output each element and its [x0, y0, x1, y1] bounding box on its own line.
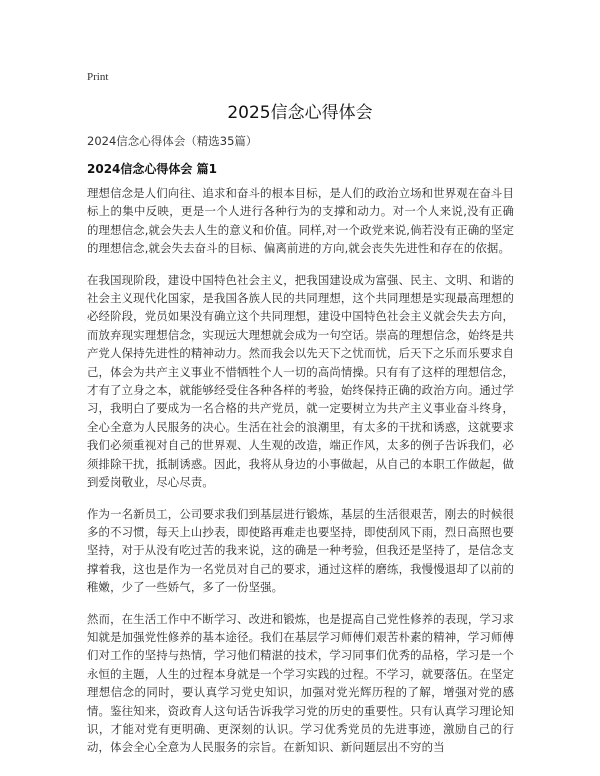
section-heading: 2024信念心得体会 篇1	[87, 162, 217, 176]
paragraph: 然而，在生活工作中不断学习、改进和锻炼，也是提高自己党性修养的表现，学习求知就是加强党性修养的基本途径。我们在基层学习师傅们艰苦朴素的精神，学习师傅们对工作的坚持与热情，学习他们精湛的技术，学习同事们优秀的品格，学习是一个永恒的主题，人生的过程本身就是一个学习实践的过程。不学习，就要落伍。在坚定理想信念的同时，要认真学习党史知识，加强对党光辉历程的了解，增强对党的感情。鉴往知来，资政育人这句话告诉我学习党的历史的重要性。只有认真学习理论知识，才能对党有更明确、更深刻的认识。学习优秀党员的先进事迹，激励自己的行动，体会全心全意为人民服务的宗旨。在新知识、新问题层出不穷的当	[87, 611, 515, 755]
paragraph: 作为一名新员工，公司要求我们到基层进行锻炼，基层的生活很艰苦，刚去的时候很多的不习惯，每天上山抄表，即使路再难走也要坚持，即使刮风下雨，烈日高照也要坚持，对于从没有吃过苦的我来说，这的确是一种考验，但我还是坚持了，是信念支撑着我，这也是作为一名党员对自己的要求，通过这样的磨练，我慢慢退却了以前的稚嫩，少了一些娇气，多了一份坚强。	[87, 506, 515, 595]
document-body	[87, 184, 514, 770]
page-title: 2025信念心得体会	[227, 103, 373, 123]
paragraph: 理想信念是人们向往、追求和奋斗的根本目标，是人们的政治立场和世界观在奋斗目标上的集中反映，更是一个人进行各种行为的支撑和动力。对一个人来说,没有正确的理想信念,就会失去人生的意义和价值。同样,对一个政党来说,倘若没有正确的坚定的理想信念,就会失去奋斗的目标、偏离前进的方向,就会丧失先进性和存在的依据。	[87, 186, 515, 256]
document-subtitle: 2024信念心得体会（精选35篇）	[87, 134, 258, 148]
paragraph: 在我国现阶段，建设中国特色社会主义，把我国建设成为富强、民主、文明、和谐的社会主义现代化国家，是我国各族人民的共同理想，这个共同理想是实现最高理想的必经阶段，党员如果没有确立这个共同理想，建设中国特色社会主义就会失去方向，而放弃现实理想信念，实现远大理想就会成为一句空话。崇高的理想信念，始终是共产党人保持先进性的精神动力。然而我会以先天下之忧而忧，后天下之乐而乐要求自己，体会为共产主义事业不惜牺牲个人一切的高尚情操。只有有了这样的理想信念，才有了立身之本，就能够经受住各种各样的考验，始终保持正确的政治方向。通过学习，我明白了要成为一名合格的共产党员，就一定要树立为共产主义事业奋斗终身，全心全意为人民服务的决心。生活在社会的浪潮里，有太多的干扰和诱惑，这就要求我们必须重视对自己的世界观、人生观的改造，端正作风，太多的例子告诉我们，必须排除干扰，抵制诱惑。因此，我将从身边的小事做起，从自己的本职工作做起，做到爱岗敬业，尽心尽责。	[87, 272, 515, 490]
print-link[interactable]: Print	[87, 71, 109, 83]
